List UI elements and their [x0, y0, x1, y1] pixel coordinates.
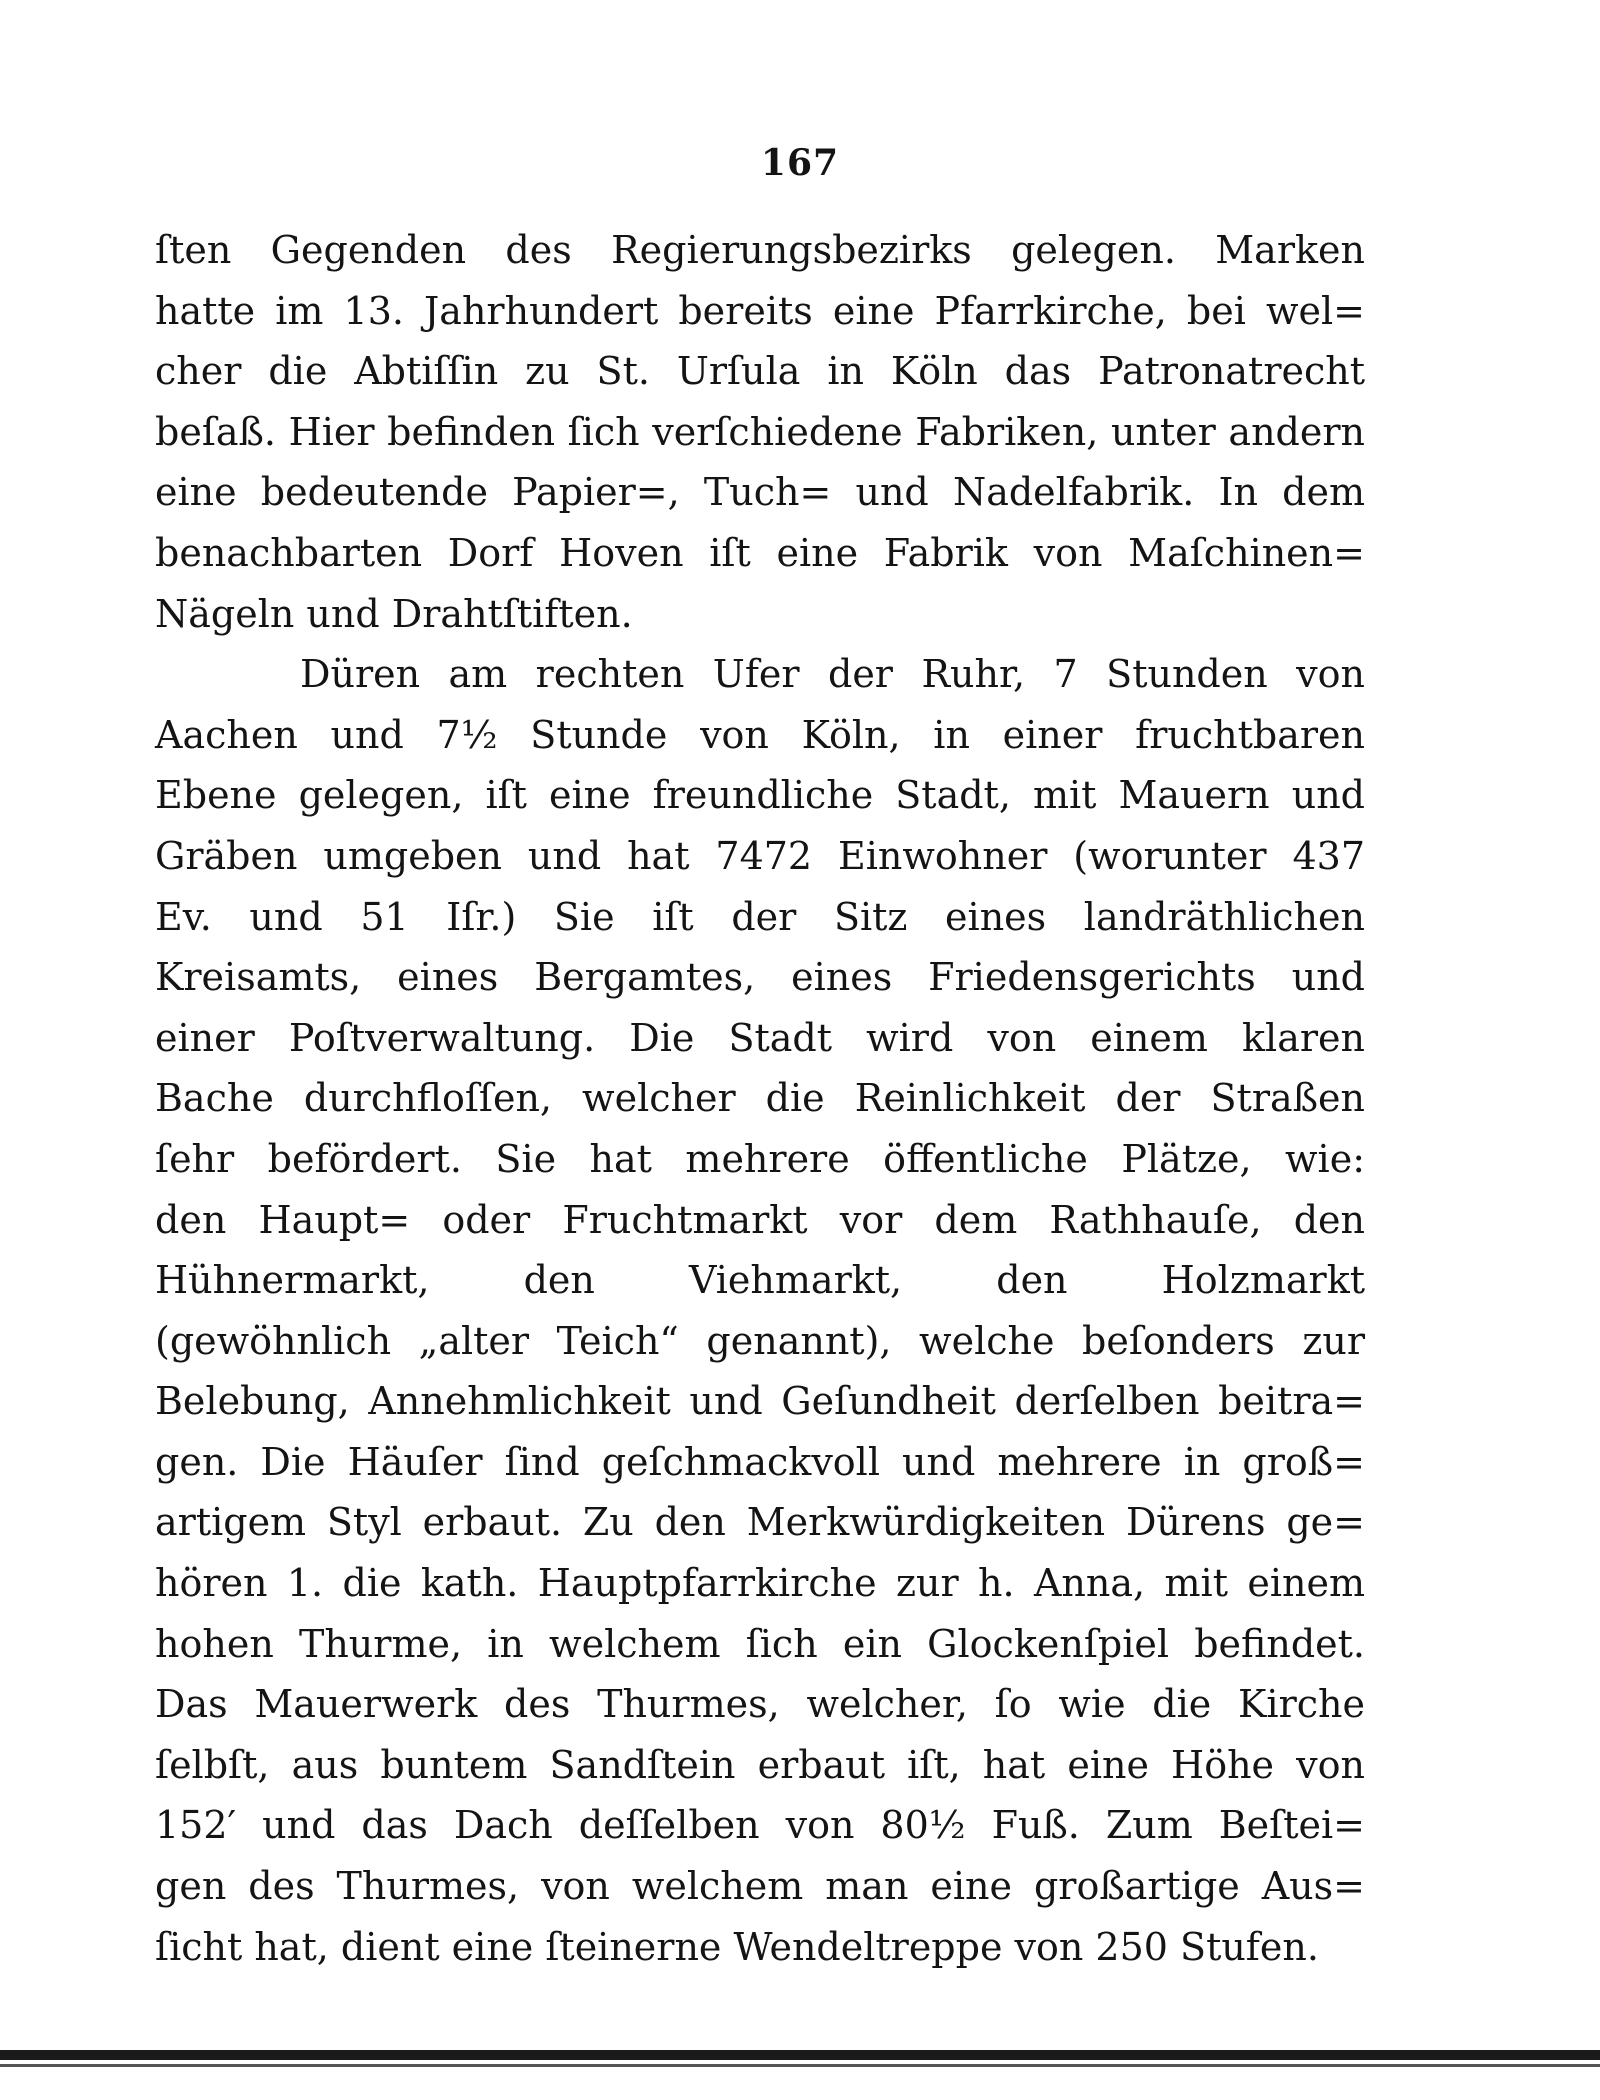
text-line: Das Mauerwerk des Thurmes, welcher, ſo wie die Kirche	[155, 1682, 1365, 1727]
bottom-scan-edge	[0, 2050, 1600, 2060]
text-line: beſaß. Hier befinden ſich verſchiedene Fabriken, unter andern	[155, 409, 1365, 454]
text-line: gen des Thurmes, von welchem man eine großartige Aus=	[155, 1864, 1365, 1909]
text-line: den Haupt= oder Fruchtmarkt vor dem Rathhauſe, den	[155, 1197, 1365, 1242]
text-line: gen. Die Häuſer ſind geſchmackvoll und mehrere in groß=	[155, 1439, 1365, 1484]
text-line: ſelbſt, aus buntem Sandſtein erbaut iſt, hat eine Höhe von	[155, 1742, 1365, 1787]
page-body	[155, 220, 1365, 1977]
text-line: Nägeln und Drahtſtiften.	[155, 591, 633, 636]
text-line: Belebung, Annehmlichkeit und Geſundheit derſelben beitra=	[155, 1379, 1365, 1424]
text-line: ſicht hat, dient eine ſteinerne Wendeltreppe von 250 Stufen.	[155, 1924, 1319, 1969]
text-line: Hühnermarkt, den Viehmarkt, den Holzmarkt	[155, 1258, 1365, 1303]
page-number: 167	[760, 142, 840, 184]
text-line: hohen Thurme, in welchem ſich ein Glockenſpiel befindet.	[155, 1621, 1365, 1666]
text-line: ſten Gegenden des Regierungsbezirks gelegen. Marken	[155, 228, 1365, 272]
text-line: 152′ und das Dach deſſelben von 80½ Fuß. Zum Beſtei=	[155, 1803, 1365, 1848]
text-line: Kreisamts, eines Bergamtes, eines Friedensgerichts und	[155, 955, 1365, 1000]
text-line: einer Poſtverwaltung. Die Stadt wird von einem klaren	[155, 1015, 1365, 1060]
text-line: Düren am rechten Ufer der Ruhr, 7 Stunden von	[300, 652, 1365, 697]
text-line: eine bedeutende Papier=, Tuch= und Nadelfabrik. In dem	[155, 470, 1365, 515]
text-line: Gräben umgeben und hat 7472 Einwohner (worunter 437	[155, 833, 1365, 878]
text-line: artigem Styl erbaut. Zu den Merkwürdigkeiten Dürens ge=	[155, 1500, 1365, 1545]
text-line: Bache durchfloſſen, welcher die Reinlichkeit der Straßen	[155, 1076, 1365, 1121]
text-line: cher die Abtiſſin zu St. Urſula in Köln das Patronatrecht	[155, 349, 1365, 394]
text-line: Aachen und 7½ Stunde von Köln, in einer fruchtbaren	[155, 712, 1365, 757]
text-line: benachbarten Dorf Hoven iſt eine Fabrik von Maſchinen=	[155, 530, 1365, 575]
text-line: hatte im 13. Jahrhundert bereits eine Pfarrkirche, bei wel=	[155, 288, 1365, 333]
text-line: Ebene gelegen, iſt eine freundliche Stadt, mit Mauern und	[155, 773, 1365, 818]
text-line: hören 1. die kath. Hauptpfarrkirche zur h. Anna, mit einem	[155, 1561, 1365, 1606]
bottom-scan-edge-thin	[0, 2064, 1600, 2067]
text-line: Ev. und 51 Iſr.) Sie iſt der Sitz eines landräthlichen	[155, 894, 1365, 939]
text-line: (gewöhnlich „alter Teich“ genannt), welche beſonders zur	[155, 1318, 1365, 1363]
text-line: ſehr befördert. Sie hat mehrere öffentliche Plätze, wie:	[155, 1136, 1365, 1181]
